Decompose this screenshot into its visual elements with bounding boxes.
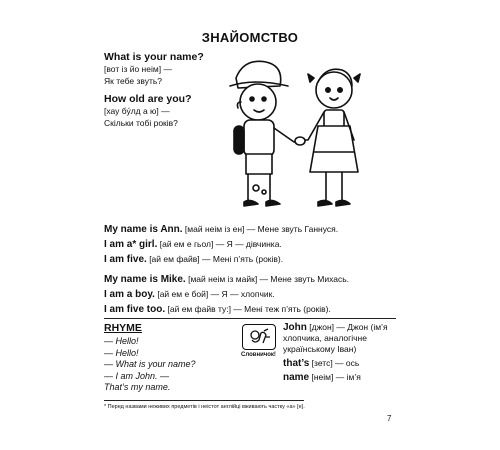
question-name: What is your name? bbox=[104, 51, 204, 63]
rhyme-line: — Hello! bbox=[104, 347, 139, 358]
section-divider bbox=[104, 318, 396, 319]
dialog-line: I am five. [ай ем файв] — Мені п’ять (років). bbox=[104, 254, 284, 265]
page-number: 7 bbox=[387, 414, 392, 423]
dialog-ann bbox=[104, 222, 404, 267]
footnote: * Перед назвами неживих предметів і неістот англійці вживають частку «a» [е]. bbox=[104, 404, 305, 410]
questions-block bbox=[104, 50, 214, 129]
dictionary-label: Словничок! bbox=[241, 352, 276, 358]
dialog-line: My name is Ann. [май неім із ен] — Мене звуть Ганнуся. bbox=[104, 224, 339, 235]
question-name-transcription: [вот із йо неім] — bbox=[104, 64, 172, 74]
dialog-line: I am a boy. [ай ем е бой] — Я — хлопчик. bbox=[104, 289, 275, 300]
rhyme-title: RHYME bbox=[104, 322, 142, 334]
girl-figure bbox=[300, 69, 360, 206]
rhyme-line: — Hello! bbox=[104, 336, 139, 346]
boy-figure bbox=[230, 61, 300, 206]
dictionary-badge bbox=[236, 324, 281, 358]
rhyme-block bbox=[104, 322, 229, 394]
question-age-translation: Скільки тобі років? bbox=[104, 117, 178, 128]
dialog-line: My name is Mike. [май неім із майк] — Мене звуть Михась. bbox=[104, 274, 350, 285]
vocab-entry: that’s [зетс] — ось bbox=[283, 358, 360, 369]
rhyme-line: — What is your name? bbox=[104, 359, 196, 370]
dictionary-icon bbox=[242, 324, 276, 350]
rhyme-line: — I am John. — bbox=[104, 370, 170, 381]
vocab-entry: John [джон] — Джон (ім’я хлопчика, аналогічне українському Іван) bbox=[283, 322, 388, 354]
dialog-line: I am five too. [ай ем файв ту:] — Мені теж п’ять (років). bbox=[104, 304, 331, 315]
dialog-line: I am a* girl. [ай ем е гьол] — Я — дівчинка. bbox=[104, 239, 282, 250]
question-name-translation: Як тебе звуть? bbox=[104, 75, 163, 86]
question-age-transcription: [хау бу́лд а ю] — bbox=[104, 106, 170, 116]
footnote-divider bbox=[104, 400, 304, 401]
question-age: How old are you? bbox=[104, 93, 192, 105]
vocabulary-block bbox=[283, 322, 398, 386]
dialog-mike bbox=[104, 272, 404, 317]
page-title: ЗНАЙОМСТВО bbox=[201, 30, 299, 45]
rhyme-line: That’s my name. bbox=[104, 382, 171, 393]
children-handshake-illustration bbox=[214, 56, 384, 220]
vocab-entry: name [неім] — ім’я bbox=[283, 372, 361, 383]
